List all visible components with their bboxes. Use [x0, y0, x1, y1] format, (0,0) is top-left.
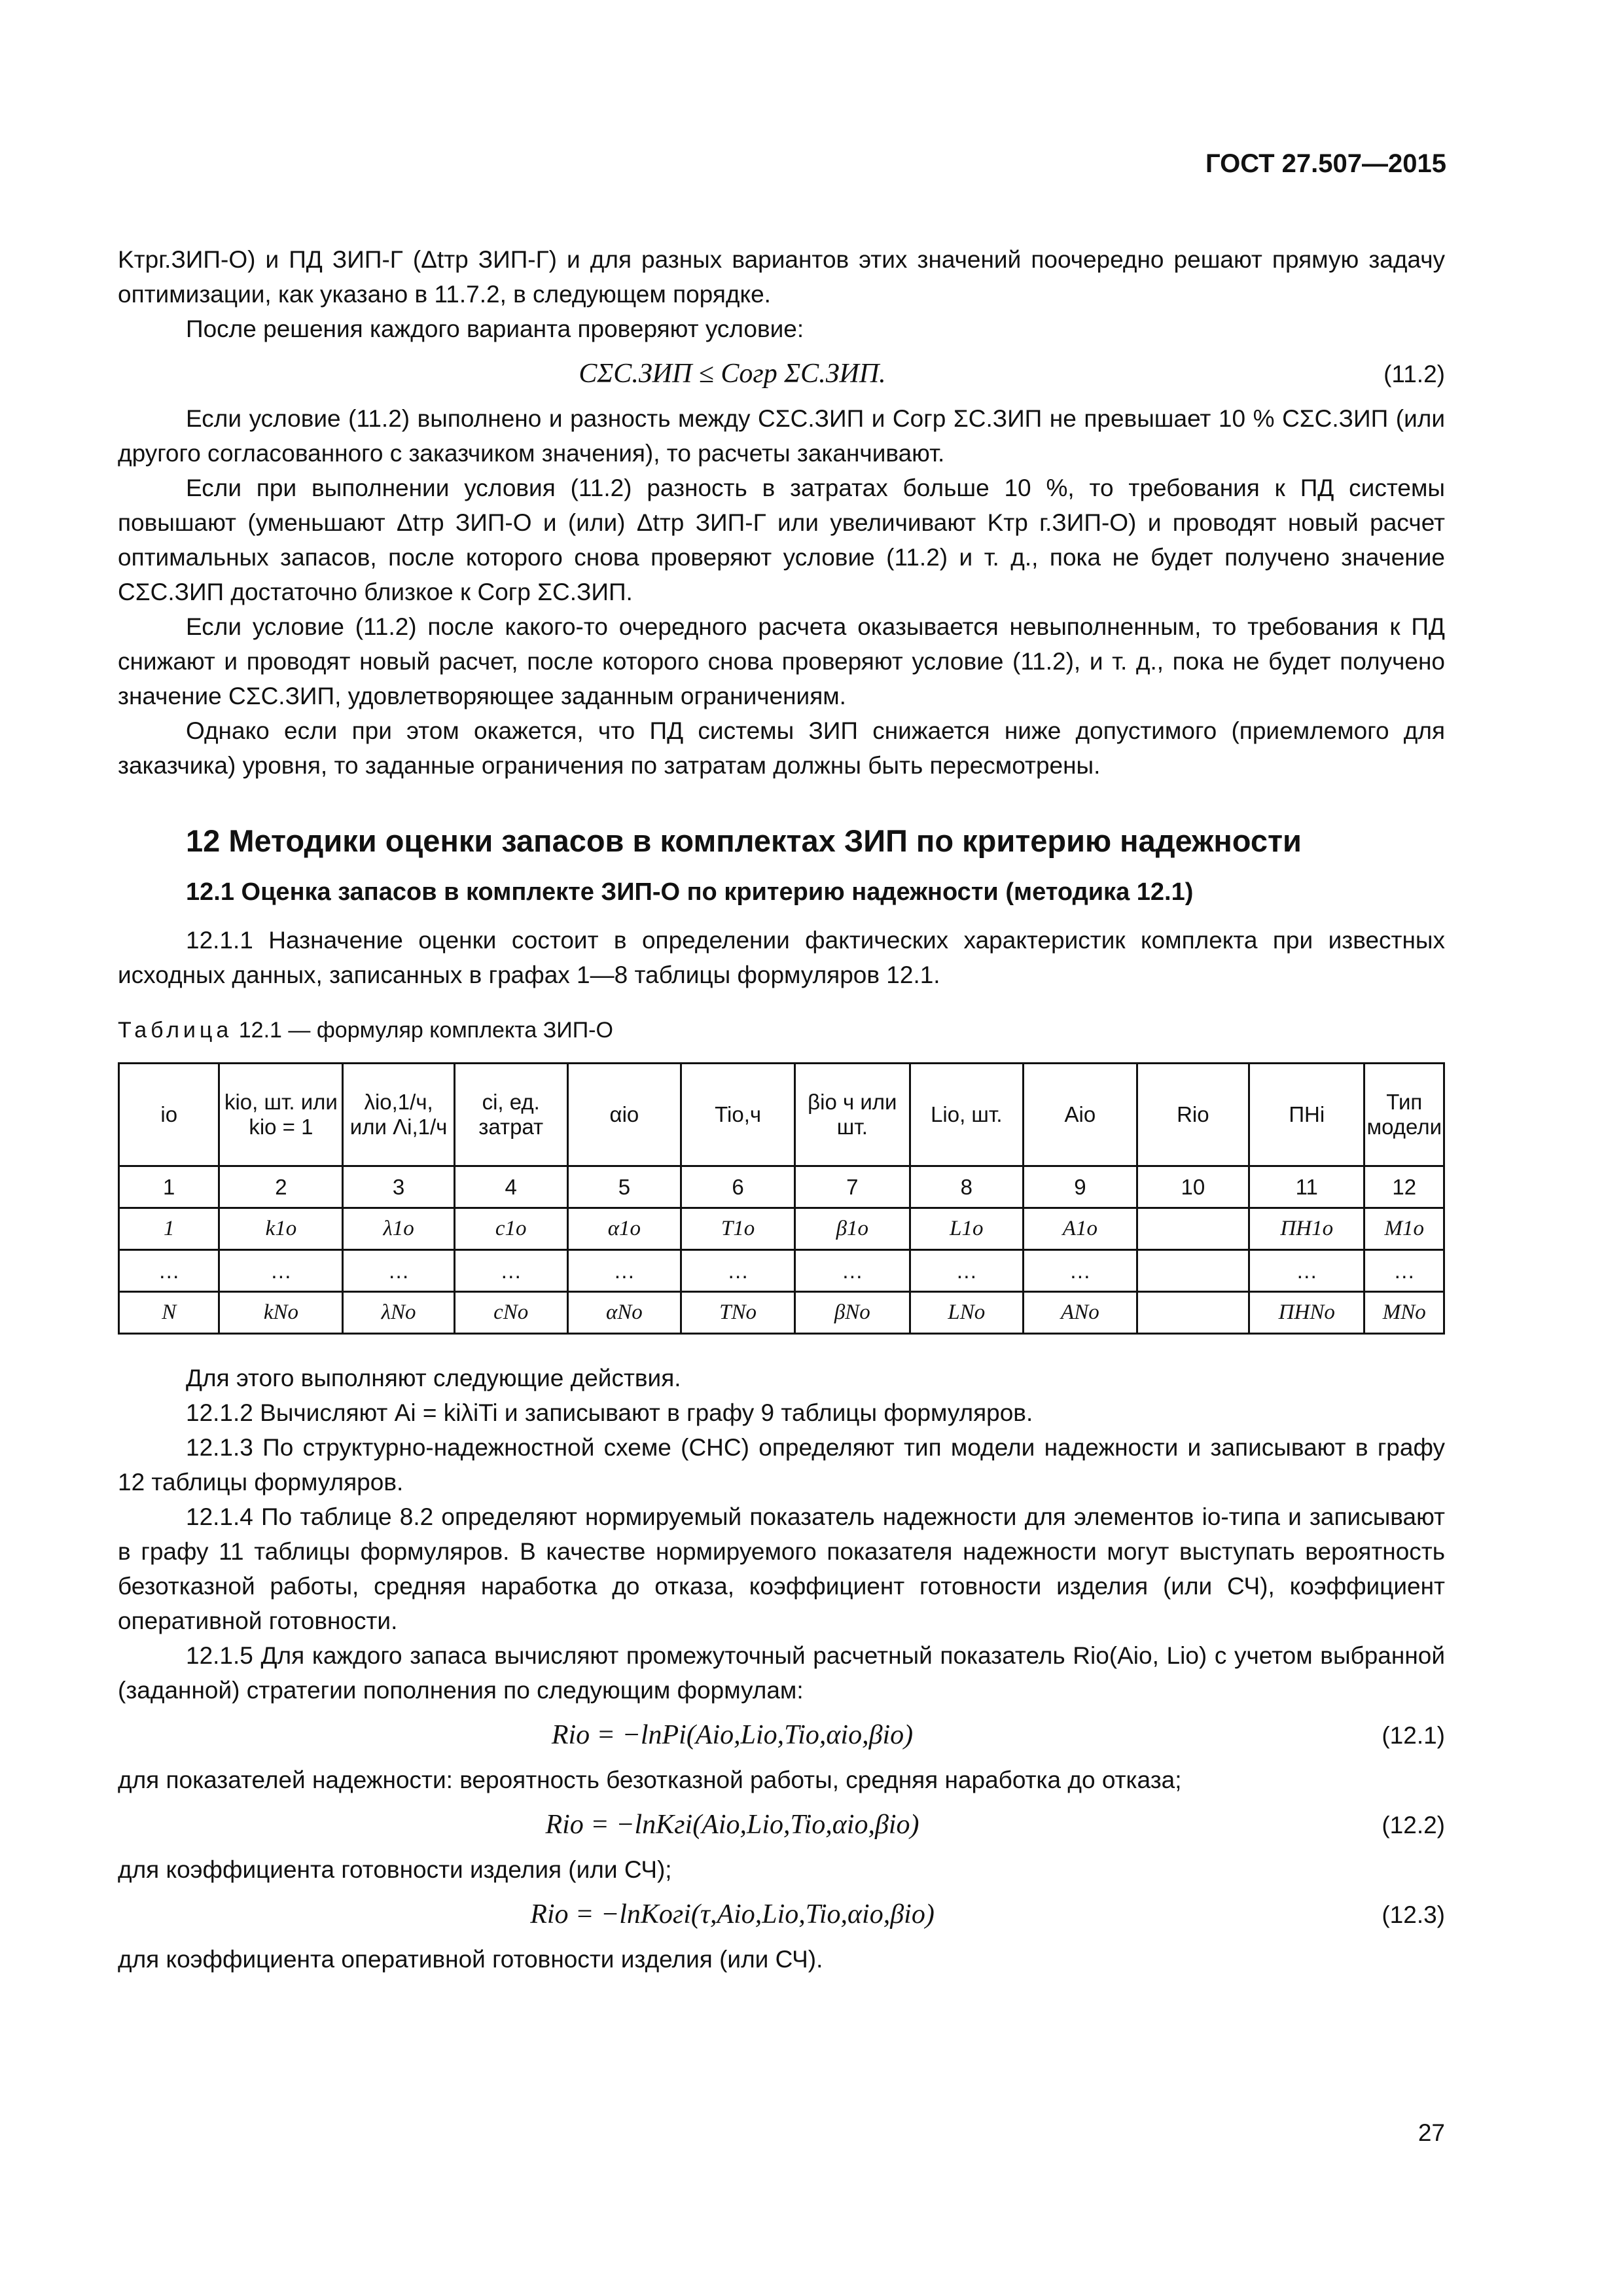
- paragraph: Если условие (11.2) после какого-то очередного расчета оказывается невыполненным, то требования к ПД снижают и проводят новый расчет, после которого снова проверяют условие (11.2), и т. д., пока не будет получено значение CΣС.ЗИП, удовлетворяющее заданным ограничениям.: [118, 613, 1445, 709]
- cell: ПНNо: [1249, 1292, 1364, 1334]
- cell: c1о: [454, 1208, 567, 1250]
- cell: 12: [1364, 1166, 1444, 1208]
- equation-12-1-note: для показателей надежности: вероятность безотказной работы, средняя наработка до отказа;: [118, 1767, 1182, 1793]
- header-cell: βio ч или шт.: [795, 1064, 910, 1166]
- cell: …: [567, 1250, 681, 1292]
- cell: …: [681, 1250, 795, 1292]
- equation-12-2-formula: Rio = −lnKгi(Aio,Lio,Tio,αio,βio): [545, 1809, 919, 1840]
- equation-12-3-note: для коэффициента оперативной готовности изделия (или СЧ).: [118, 1946, 823, 1973]
- cell: …: [219, 1250, 343, 1292]
- cell: 10: [1137, 1166, 1249, 1208]
- cell: 6: [681, 1166, 795, 1208]
- equation-12-3: [118, 1887, 1445, 1942]
- paragraph: 12.1.3 По структурно-надежностной схеме (СНС) определяют тип модели надежности и записывают в графу 12 таблицы формуляров.: [118, 1434, 1445, 1496]
- equation-12-1-number: (12.1): [1382, 1721, 1445, 1749]
- equation-11-2-formula: CΣС.ЗИП ≤ Cогр ΣС.ЗИП.: [579, 358, 886, 389]
- header-cell: kio, шт. или kio = 1: [219, 1064, 343, 1166]
- cell: …: [910, 1250, 1024, 1292]
- cell: [1137, 1292, 1249, 1334]
- header-cell: λio,1/ч, или Λi,1/ч: [343, 1064, 454, 1166]
- paragraph: Если при выполнении условия (11.2) разность в затратах больше 10 %, то требования к ПД системы повышают (уменьшают Δtтр ЗИП-О и (или) Δtтр ЗИП-Г или увеличивают Kтр г.ЗИП-О) и проводят новый расчет оптимальных запасов, после которого снова проверяют условие (11.2) и т. д., пока не будет получено значение CΣС.ЗИП достаточно близкое к Cогр ΣС.ЗИП.: [118, 475, 1445, 605]
- cell: cNо: [454, 1292, 567, 1334]
- document-body: [118, 242, 1445, 1977]
- header-cell: αio: [567, 1064, 681, 1166]
- table-caption-text: 12.1 — формуляр комплекта ЗИП-О: [238, 1018, 613, 1043]
- cell: …: [1249, 1250, 1364, 1292]
- equation-12-1-formula: Rio = −lnPi(Aio,Lio,Tio,αio,βio): [551, 1719, 914, 1750]
- page-number: 27: [1418, 2119, 1445, 2146]
- cell: 1: [119, 1208, 219, 1250]
- cell: [1137, 1250, 1249, 1292]
- header-cell: Тип модели: [1364, 1064, 1444, 1166]
- header-cell: ci, ед. затрат: [454, 1064, 567, 1166]
- cell: ПН1о: [1249, 1208, 1364, 1250]
- equation-11-2-number: (11.2): [1383, 360, 1445, 387]
- header-cell: ПНi: [1249, 1064, 1364, 1166]
- header-cell: Rio: [1137, 1064, 1249, 1166]
- cell: LNо: [910, 1292, 1024, 1334]
- cell: 11: [1249, 1166, 1364, 1208]
- table-row-ellipsis: [119, 1250, 1444, 1292]
- cell: β1о: [795, 1208, 910, 1250]
- cell: ANо: [1024, 1292, 1137, 1334]
- cell: 2: [219, 1166, 343, 1208]
- cell: …: [1024, 1250, 1137, 1292]
- cell: αNо: [567, 1292, 681, 1334]
- paragraph: 12.1.1 Назначение оценки состоит в определении фактических характеристик комплекта при известных исходных данных, записанных в графах 1—8 таблицы формуляров 12.1.: [118, 927, 1445, 988]
- cell: …: [343, 1250, 454, 1292]
- table-caption-word: Таблица: [118, 1018, 233, 1043]
- cell: α1о: [567, 1208, 681, 1250]
- document-header: ГОСТ 27.507—2015: [1205, 149, 1446, 178]
- intro-paragraph: Kтрг.ЗИП-О) и ПД ЗИП-Г (Δtтр ЗИП-Г) и для разных вариантов этих значений поочередно решают прямую задачу оптимизации, как указано в 11.7.2, в следующем порядке.: [118, 246, 1445, 308]
- equation-12-3-formula: Rio = −lnKогi(τ,Aio,Lio,Tio,αio,βio): [530, 1899, 935, 1929]
- section-12-1-heading: 12.1 Оценка запасов в комплекте ЗИП-О по критерию надежности (методика 12.1): [186, 878, 1194, 906]
- cell: 7: [795, 1166, 910, 1208]
- cell: МNо: [1364, 1292, 1444, 1334]
- formulary-table: [118, 1062, 1445, 1335]
- cell: 1: [119, 1166, 219, 1208]
- cell: …: [119, 1250, 219, 1292]
- cell: N: [119, 1292, 219, 1334]
- cell: T1о: [681, 1208, 795, 1250]
- equation-12-2-note: для коэффициента готовности изделия (или СЧ);: [118, 1856, 672, 1883]
- cell: …: [795, 1250, 910, 1292]
- table-row-column-numbers: [119, 1166, 1444, 1208]
- paragraph: Для этого выполняют следующие действия.: [186, 1365, 681, 1391]
- cell: 8: [910, 1166, 1024, 1208]
- cell: TNо: [681, 1292, 795, 1334]
- paragraph: 12.1.4 По таблице 8.2 определяют нормируемый показатель надежности для элементов iо-типа и записывают в графу 11 таблицы формуляров. В качестве нормируемого показателя надежности могут выступать вероятность безотказной работы, средняя наработка до отказа, коэффициент готовности изделия (или СЧ), коэффициент оперативной готовности.: [118, 1503, 1445, 1634]
- cell: βNо: [795, 1292, 910, 1334]
- table-header-row: [119, 1064, 1444, 1166]
- cell: 9: [1024, 1166, 1137, 1208]
- equation-12-3-number: (12.3): [1382, 1901, 1445, 1928]
- cell: kNо: [219, 1292, 343, 1334]
- cell: 4: [454, 1166, 567, 1208]
- header-cell: Lio, шт.: [910, 1064, 1024, 1166]
- header-cell: Aio: [1024, 1064, 1137, 1166]
- cell: 5: [567, 1166, 681, 1208]
- intro-check-line: После решения каждого варианта проверяют условие:: [186, 315, 804, 342]
- paragraph: 12.1.5 Для каждого запаса вычисляют промежуточный расчетный показатель Rio(Aio, Lio) с учетом выбранной (заданной) стратегии пополнения по следующим формулам:: [118, 1642, 1445, 1704]
- cell: М1о: [1364, 1208, 1444, 1250]
- table-caption: [118, 1013, 1445, 1048]
- table-row-last: [119, 1292, 1444, 1334]
- cell: L1о: [910, 1208, 1024, 1250]
- paragraph: Если условие (11.2) выполнено и разность между CΣС.ЗИП и Cогр ΣС.ЗИП не превышает 10 % CΣС.ЗИП (или другого согласованного с заказчиком значения), то расчеты заканчивают.: [118, 405, 1445, 467]
- cell: …: [454, 1250, 567, 1292]
- cell: λ1о: [343, 1208, 454, 1250]
- header-cell: iо: [119, 1064, 219, 1166]
- equation-12-1: [118, 1708, 1445, 1763]
- equation-12-2-number: (12.2): [1382, 1811, 1445, 1839]
- header-cell: Tio,ч: [681, 1064, 795, 1166]
- equation-11-2: [118, 346, 1445, 401]
- cell: [1137, 1208, 1249, 1250]
- equation-12-2: [118, 1797, 1445, 1852]
- paragraph: 12.1.2 Вычисляют Ai = kiλiTi и записывают в графу 9 таблицы формуляров.: [186, 1399, 1033, 1426]
- table-row-first: [119, 1208, 1444, 1250]
- section-12-heading: 12 Методики оценки запасов в комплектах ЗИП по критерию надежности: [186, 823, 1302, 858]
- cell: k1о: [219, 1208, 343, 1250]
- cell: λNо: [343, 1292, 454, 1334]
- cell: 3: [343, 1166, 454, 1208]
- cell: …: [1364, 1250, 1444, 1292]
- cell: A1о: [1024, 1208, 1137, 1250]
- paragraph: Однако если при этом окажется, что ПД системы ЗИП снижается ниже допустимого (приемлемого для заказчика) уровня, то заданные ограничения по затратам должны быть пересмотрены.: [118, 717, 1445, 779]
